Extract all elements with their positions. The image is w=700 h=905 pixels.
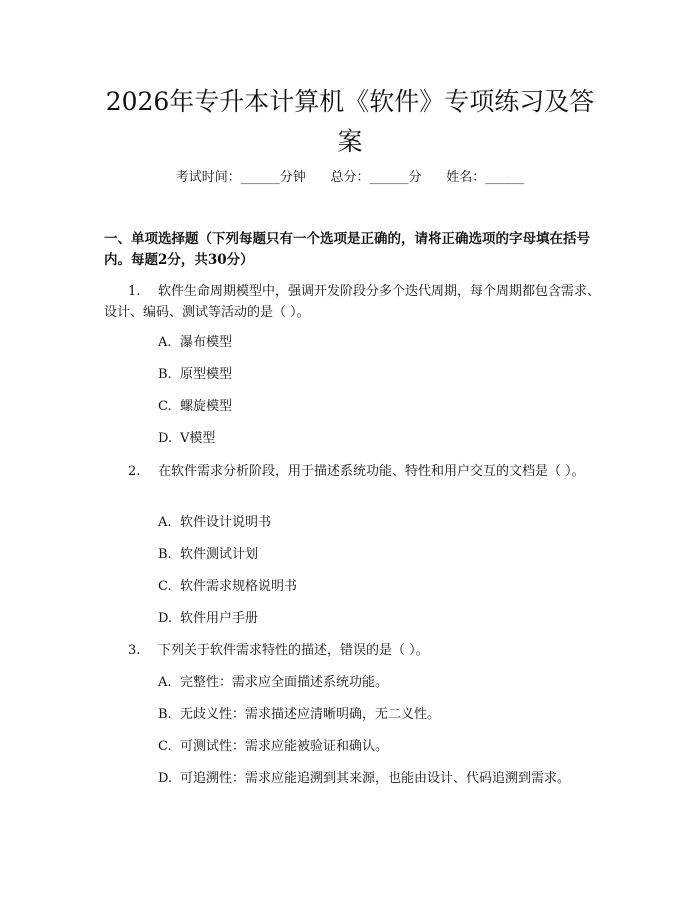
question-3: [104, 640, 604, 661]
option-text: 瀑布模型: [180, 335, 233, 350]
option-3-c: [158, 737, 608, 757]
option-3-d: [158, 769, 608, 789]
option-text: 无歧义性：需求描述应清晰明确，无二义性。: [180, 707, 441, 722]
option-letter: B.: [158, 707, 172, 722]
option-1-c: [158, 397, 608, 417]
exam-info-line: 考试时间：______分钟 总分：______分 姓名：______: [175, 170, 525, 185]
question-text: 软件生命周期模型中，强调开发阶段分多个迭代周期，每个周期都包含需求、设计、编码、测试等活动的是（ ）。: [104, 284, 601, 320]
question-number: 1.: [128, 284, 141, 299]
option-letter: D.: [158, 771, 173, 786]
question-text: 在软件需求分析阶段，用于描述系统功能、特性和用户交互的文档是（ ）。: [158, 464, 585, 479]
option-text: 可追溯性：需求应能追溯到其来源，也能由设计、代码追溯到需求。: [180, 771, 571, 786]
option-1-b: [158, 365, 608, 385]
option-text: 螺旋模型: [180, 399, 233, 414]
option-letter: B.: [158, 367, 172, 382]
option-text: V模型: [180, 431, 216, 446]
option-1-a: [158, 333, 608, 353]
option-text: 软件测试计划: [180, 547, 259, 562]
section-heading: 一、单项选择题（下列每题只有一个选项是正确的，请将正确选项的字母填在括号内。每题2分，共30分）: [104, 231, 590, 268]
option-letter: D.: [158, 611, 173, 626]
option-letter: A.: [158, 515, 172, 530]
question-2: [104, 461, 604, 482]
option-2-b: [158, 545, 608, 565]
option-3-b: [158, 705, 608, 725]
option-letter: D.: [158, 431, 173, 446]
option-letter: C.: [158, 739, 172, 754]
option-letter: A.: [158, 335, 172, 350]
question-number: 3.: [128, 643, 141, 658]
option-2-c: [158, 577, 608, 597]
question-text: 下列关于软件需求特性的描述，错误的是（ ）。: [158, 643, 429, 658]
option-text: 原型模型: [180, 367, 233, 382]
option-3-a: [158, 673, 608, 693]
question-1: [104, 281, 604, 323]
option-text: 软件需求规格说明书: [180, 579, 298, 594]
option-text: 可测试性：需求应能被验证和确认。: [180, 739, 389, 754]
option-letter: A.: [158, 675, 172, 690]
question-number: 2.: [128, 464, 141, 479]
option-1-d: [158, 429, 608, 449]
option-2-a: [158, 513, 608, 533]
option-text: 完整性：需求应全面描述系统功能。: [180, 675, 389, 690]
option-text: 软件设计说明书: [180, 515, 272, 530]
option-text: 软件用户手册: [180, 611, 259, 626]
option-letter: C.: [158, 579, 172, 594]
option-2-d: [158, 609, 608, 629]
option-letter: C.: [158, 399, 172, 414]
option-letter: B.: [158, 547, 172, 562]
page-title: 2026年专升本计算机《软件》专项练习及答案: [105, 87, 595, 156]
